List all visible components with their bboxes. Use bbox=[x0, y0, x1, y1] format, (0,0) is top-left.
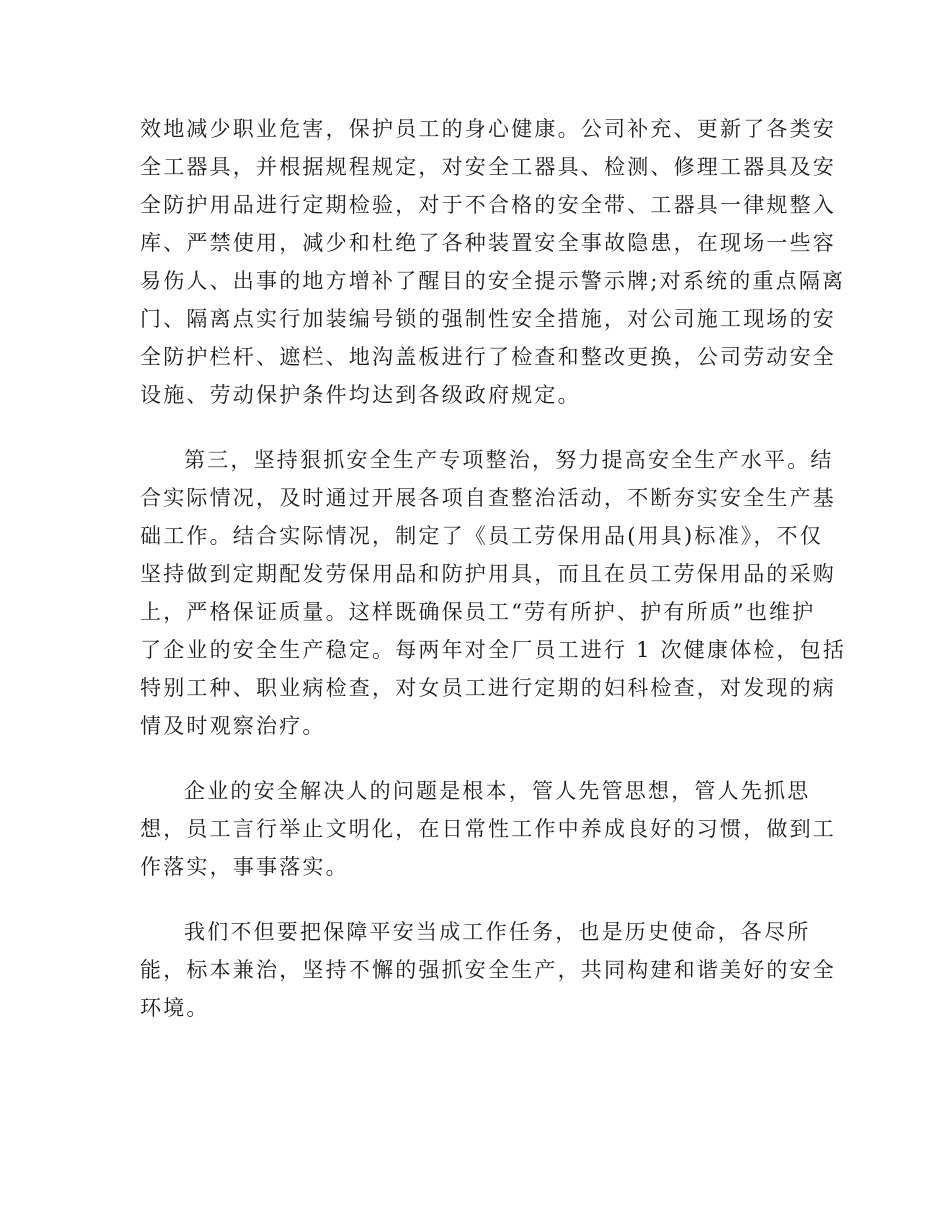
text-line: 门、隔离点实行加装编号锁的强制性安全措施，对公司施工现场的安 bbox=[140, 307, 836, 331]
text-line: 我们不但要把保障平安当成工作任务，也是历史使命，各尽所 bbox=[184, 920, 811, 944]
text-line: 坚持做到定期配发劳保用品和防护用具，而且在员工劳保用品的采购 bbox=[140, 562, 836, 586]
text-line: 想，员工言行举止文明化，在日常性工作中养成良好的习惯，做到工 bbox=[140, 817, 836, 841]
text-line: 特别工种、职业病检查，对女员工进行定期的妇科检查，对发现的病 bbox=[140, 676, 836, 700]
text-line: 设施、劳动保护条件均达到各级政府规定。 bbox=[140, 383, 581, 407]
text-line: 合实际情况，及时通过开展各项自查整治活动，不断夯实安全生产基 bbox=[140, 486, 836, 510]
text-line: 全防护栏杆、遮栏、地沟盖板进行了检查和整改更换，公司劳动安全 bbox=[140, 345, 836, 369]
text-line: 全防护用品进行定期检验，对于不合格的安全带、工器具一律规整入 bbox=[140, 193, 836, 217]
text-line: 易伤人、出事的地方增补了醒目的安全提示警示牌;对系统的重点隔离 bbox=[140, 269, 846, 293]
text-line: 上，严格保证质量。这样既确保员工“劳有所护、护有所质”也维护 bbox=[140, 600, 816, 624]
text-line: 础工作。结合实际情况，制定了《员工劳保用品(用具)标准》，不仅 bbox=[140, 524, 824, 548]
text-line: 情及时观察治疗。 bbox=[140, 714, 326, 738]
text-line: 了企业的安全生产稳定。每两年对全厂员工进行 1 次健康体检，包括 bbox=[140, 638, 847, 662]
text-line: 全工器具，并根据规程规定，对安全工器具、检测、修理工器具及安 bbox=[140, 155, 836, 179]
text-line: 作落实，事事落实。 bbox=[140, 855, 349, 879]
text-line: 环境。 bbox=[140, 996, 210, 1020]
text-line: 能，标本兼治，坚持不懈的强抓安全生产，共同构建和谐美好的安全 bbox=[140, 958, 836, 982]
text-line: 企业的安全解决人的问题是根本，管人先管思想，管人先抓思 bbox=[184, 779, 811, 803]
text-line: 第三，坚持狠抓安全生产专项整治，努力提高安全生产水平。结 bbox=[184, 448, 834, 472]
text-line: 效地减少职业危害，保护员工的身心健康。公司补充、更新了各类安 bbox=[140, 117, 836, 141]
text-line: 库、严禁使用，减少和杜绝了各种装置安全事故隐患，在现场一些容 bbox=[140, 231, 836, 255]
